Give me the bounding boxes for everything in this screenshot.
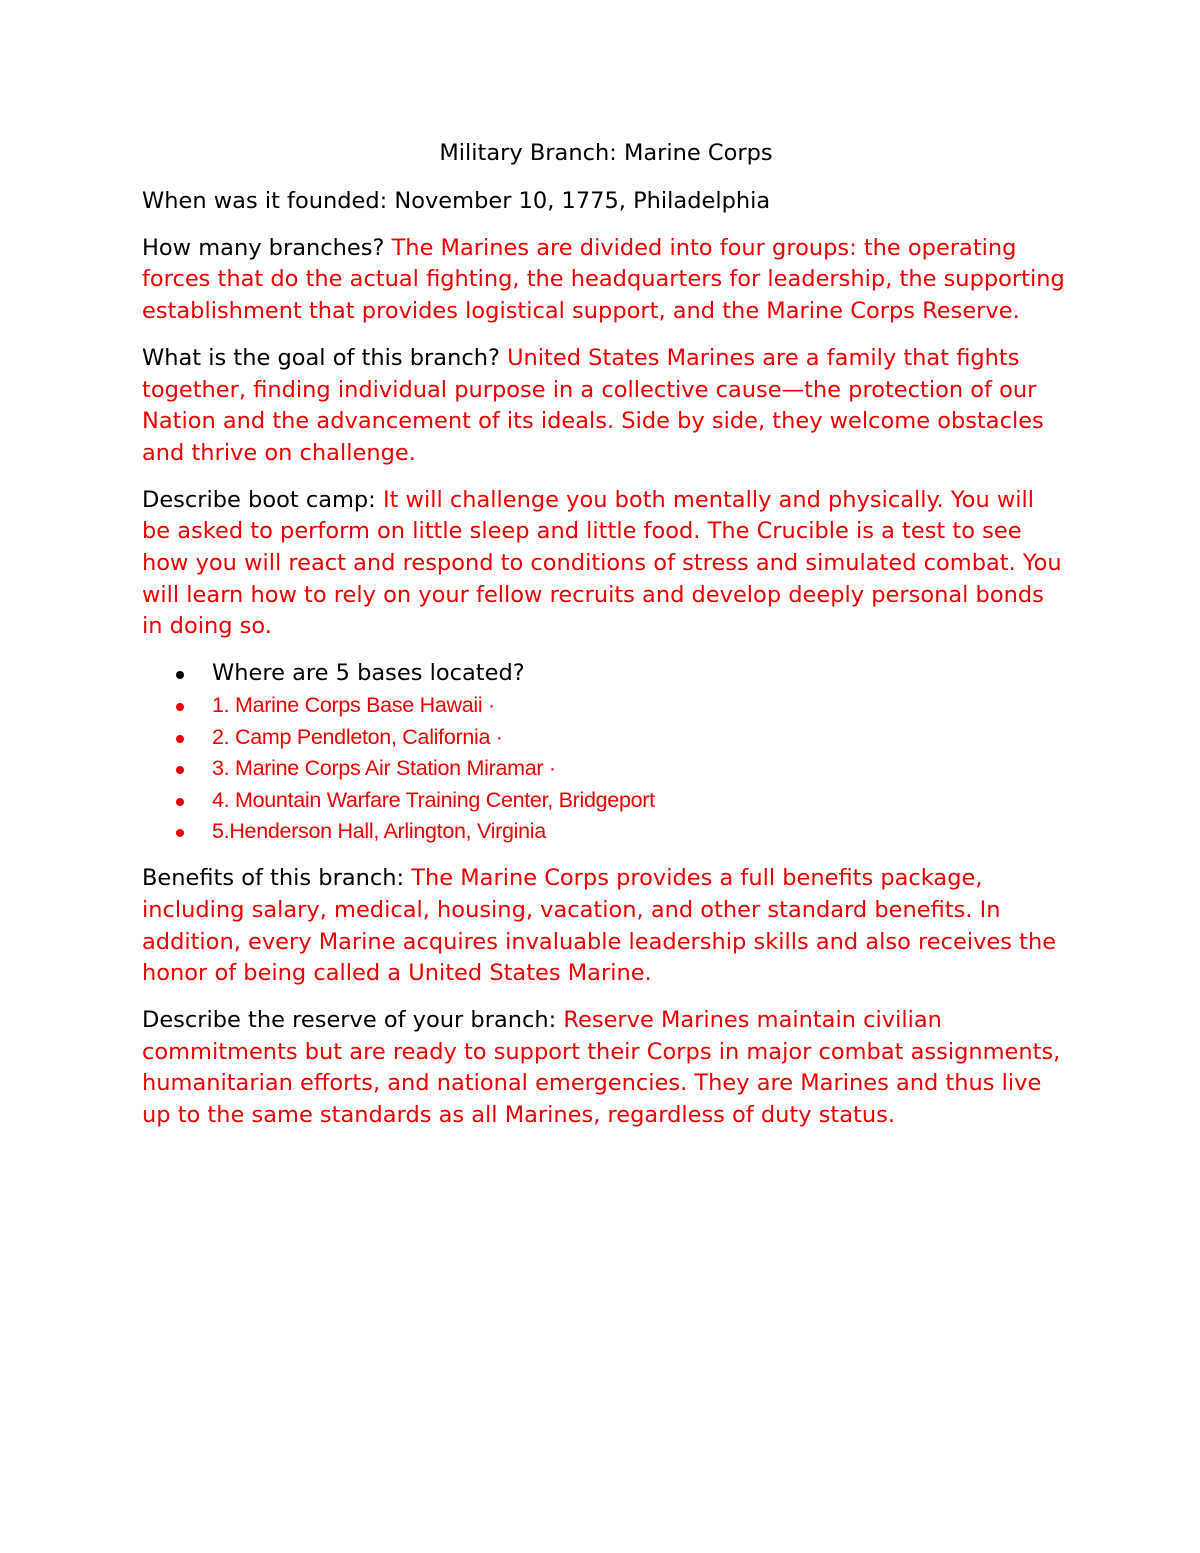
bullet-icon (176, 671, 184, 679)
bullet-icon (176, 766, 184, 774)
list-item (142, 816, 1068, 848)
bases-list (142, 658, 1068, 848)
branches-question: How many branches? (142, 234, 385, 261)
list-item (142, 753, 1068, 785)
bases-question: Where are 5 bases located? (212, 660, 525, 687)
bullet-icon (176, 798, 184, 806)
document-title: Military Branch: Marine Corps (439, 140, 773, 166)
benefits-answer: The Marine Corps provides a full benefits package, including salary, medical, housing, vacation, and other standard benefits. In addition, every Marine acquires invaluable leadership skills and also receives the honor of being called a United States Marine. (142, 865, 1057, 987)
boot-camp-question: Describe boot camp: (142, 486, 376, 513)
bullet-icon (176, 735, 184, 743)
base-item-1: 1. Marine Corps Base Hawaii · (212, 692, 495, 717)
benefits-section (142, 863, 1068, 989)
base-item-4: 4. Mountain Warfare Training Center, Bridgeport (212, 787, 655, 812)
list-item (142, 690, 1068, 722)
reserve-question: Describe the reserve of your branch: (142, 1007, 557, 1034)
goal-section (142, 343, 1068, 469)
reserve-section (142, 1005, 1068, 1131)
branches-answer: The Marines are divided into four groups: the operating forces that do the actual fighting, the headquarters for leadership, the supporting establishment that provides logistical support, and the Marine Corps Reserve. (142, 234, 1065, 324)
founded-line (142, 186, 1068, 218)
goal-question: What is the goal of this branch? (142, 344, 500, 371)
list-item (142, 785, 1068, 817)
base-item-2: 2. Camp Pendleton, California · (212, 724, 503, 749)
base-item-3: 3. Marine Corps Air Station Miramar · (212, 756, 556, 781)
base-item-5: 5.Henderson Hall, Arlington, Virginia (212, 819, 546, 844)
bullet-icon (176, 703, 184, 711)
bullet-icon (176, 829, 184, 837)
benefits-question: Benefits of this branch: (142, 865, 405, 892)
list-item (142, 722, 1068, 754)
founded-text: When was it founded: November 10, 1775, Philadelphia (142, 187, 771, 214)
boot-camp-answer: It will challenge you both mentally and physically. You will be asked to perform on little sleep and little food. The Crucible is a test to see how you will react and respond to conditions of stress and simulated combat. You will learn how to rely on your fellow recruits and develop deeply personal bonds in doing so. (142, 486, 1062, 640)
branches-section (142, 233, 1068, 328)
boot-camp-section (142, 485, 1068, 643)
reserve-answer: Reserve Marines maintain civilian commitments but are ready to support their Corps in major combat assignments, humanitarian efforts, and national emergencies. They are Marines and thus live up to the same standards as all Marines, regardless of duty status. (142, 1007, 1061, 1129)
document-body (142, 138, 1068, 1147)
goal-answer: United States Marines are a family that fights together, finding individual purpose in a collective cause—the protection of our Nation and the advancement of its ideals. Side by side, they welcome obstacles and thrive on challenge. (142, 344, 1044, 466)
bases-question-item (142, 658, 1068, 690)
